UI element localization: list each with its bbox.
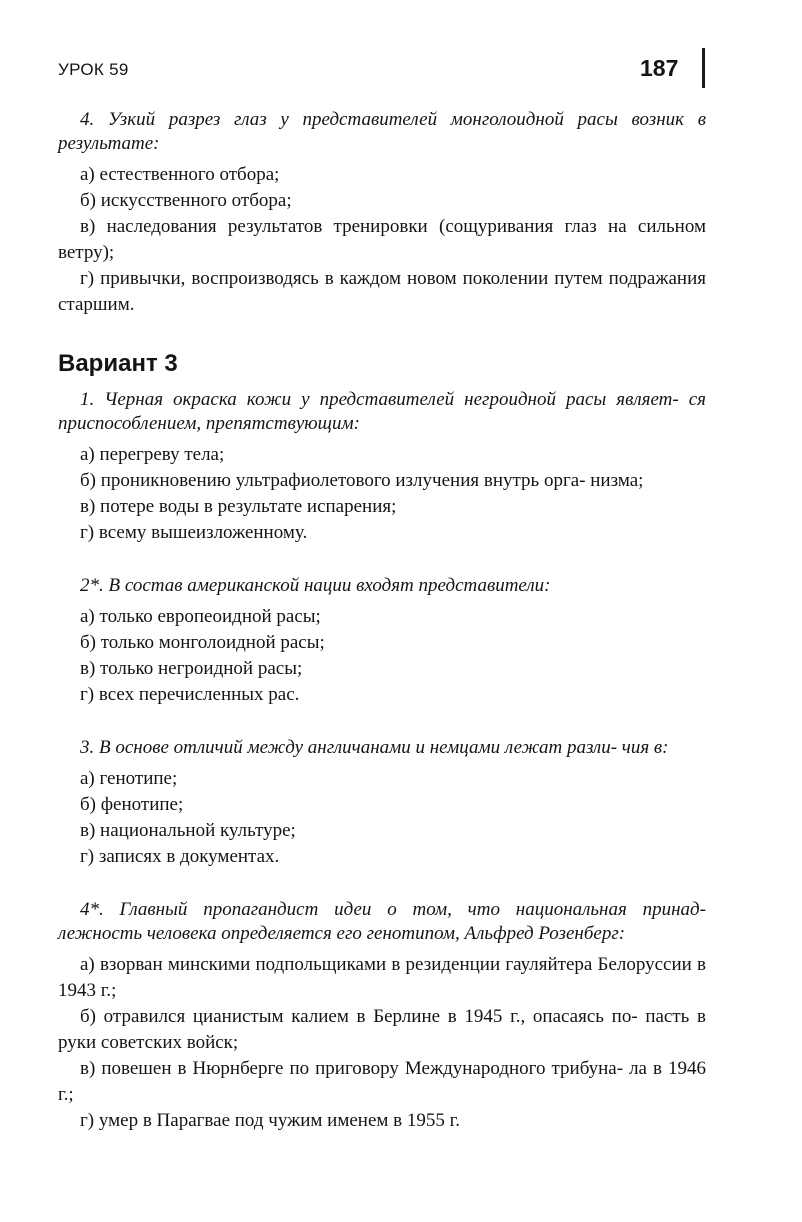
answer-option: а) перегреву тела;: [80, 444, 225, 465]
answer-option: в) только негроидной расы;: [80, 658, 303, 679]
question-block-3: [58, 736, 706, 870]
question-block-2: [58, 574, 706, 708]
spacer: [58, 708, 706, 736]
answer-option: г) записях в документах.: [80, 846, 280, 867]
answer-option: в) национальной культуре;: [80, 820, 296, 841]
answer-option: б) искусственного отбора;: [80, 190, 292, 211]
answer-option: г) всему вышеизложенному.: [80, 522, 308, 543]
question-text: 4. Узкий разрез глаз у представителей монголоидной расы возник в результате:: [58, 109, 706, 154]
page-content: [58, 108, 706, 1134]
question-text: 3. В основе отличий между англичанами и немцами лежат разли- чия в:: [80, 737, 669, 758]
question-text: 2*. В состав американской нации входят представители:: [80, 575, 551, 596]
question-text: 1. Черная окраска кожи у представителей негроидной расы являет- ся приспособлением, препятствующим:: [58, 389, 706, 434]
answer-option: в) наследования результатов тренировки (сощуривания глаз на сильном ветру);: [58, 216, 706, 263]
page-number: 187: [640, 55, 679, 81]
variant-heading: Вариант 3: [58, 350, 178, 377]
answer-option: г) всех перечисленных рас.: [80, 684, 300, 705]
answer-option: б) только монголоидной расы;: [80, 632, 325, 653]
question-text: 4*. Главный пропагандист идеи о том, что национальная принад- лежность человека определяется его генотипом, Альфред Розенберг:: [58, 899, 706, 944]
answer-option: б) фенотипе;: [80, 794, 184, 815]
page-number-rule: [702, 48, 705, 88]
question-block-4: [58, 898, 706, 1134]
answer-option: а) только европеоидной расы;: [80, 606, 321, 627]
answer-option: в) потере воды в результате испарения;: [80, 496, 397, 517]
spacer: [58, 870, 706, 898]
answer-option: г) умер в Парагвае под чужим именем в 1955 г.: [80, 1110, 461, 1131]
answer-option: а) взорван минскими подпольщиками в резиденции гауляйтера Белоруссии в 1943 г.;: [58, 954, 706, 1001]
answer-option: в) повешен в Нюрнберге по приговору Международного трибуна- ла в 1946 г.;: [58, 1058, 706, 1105]
question-block-prev-4: [58, 108, 706, 318]
question-block-1: [58, 388, 706, 546]
answer-option: б) проникновению ультрафиолетового излучения внутрь орга- низма;: [80, 470, 644, 491]
answer-option: б) отравился цианистым калием в Берлине в 1945 г., опасаясь по- пасть в руки советских войск;: [58, 1006, 706, 1053]
answer-option: а) естественного отбора;: [80, 164, 280, 185]
answer-option: а) генотипе;: [80, 768, 178, 789]
answer-option: г) привычки, воспроизводясь в каждом новом поколении путем подражания старшим.: [58, 268, 706, 315]
running-head: УРОК 59: [58, 60, 129, 79]
spacer: [58, 546, 706, 574]
